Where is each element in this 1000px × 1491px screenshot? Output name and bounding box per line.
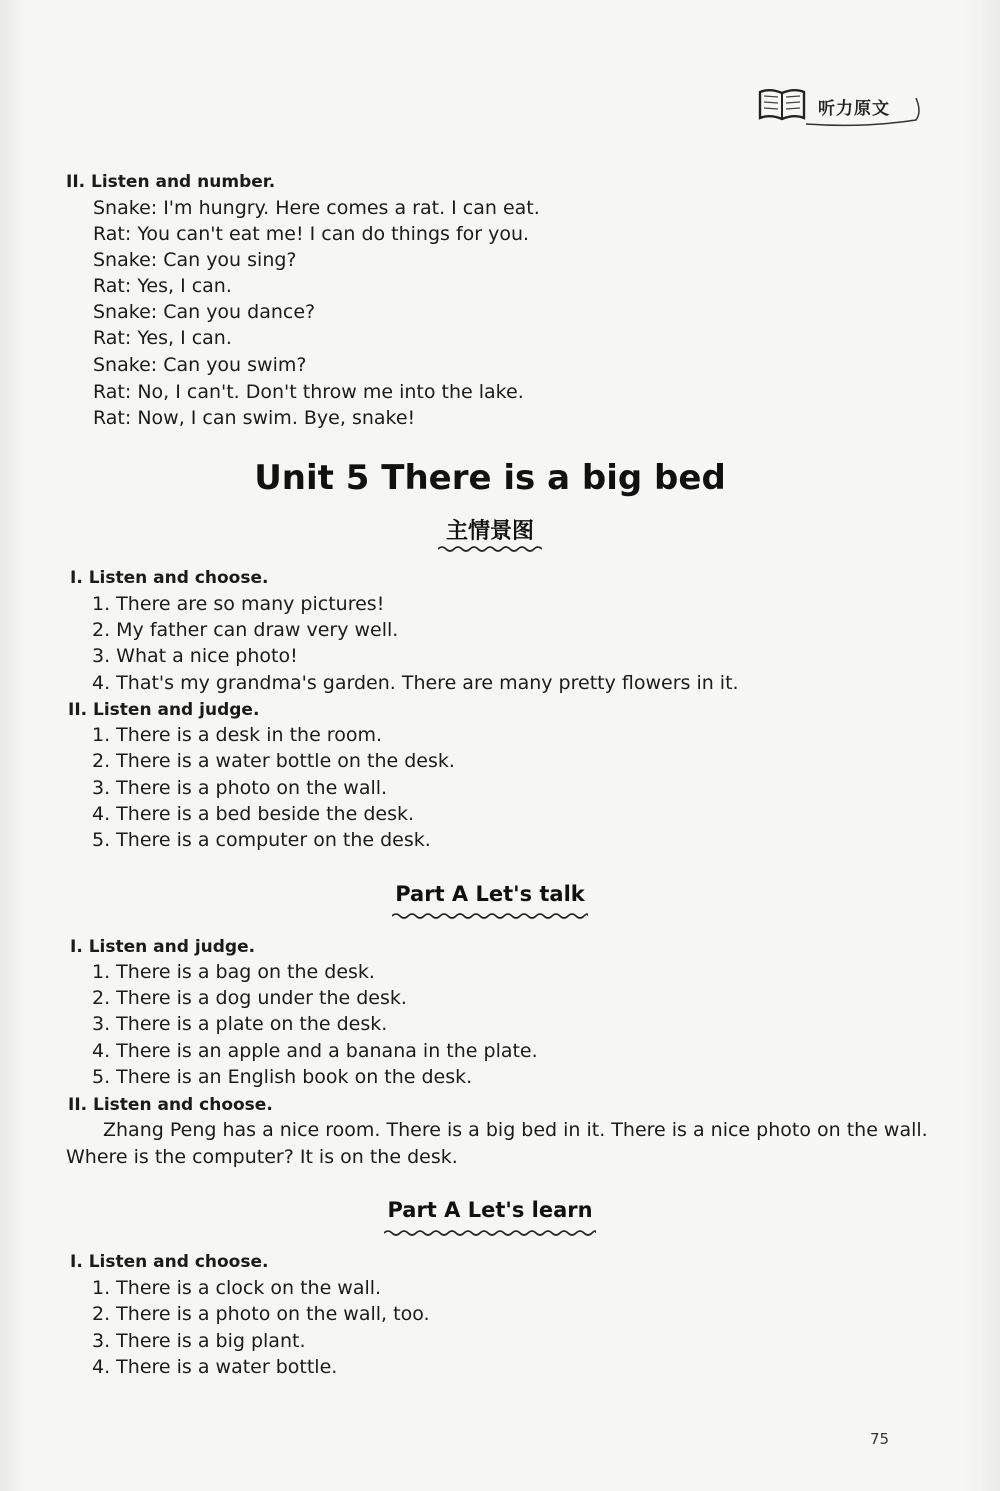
list-item: 2. There is a water bottle on the desk. <box>92 750 455 772</box>
dialogue-line: Rat: Now, I can swim. Bye, snake! <box>93 407 416 429</box>
section-heading: II. Listen and judge. <box>68 700 260 720</box>
dialogue-line: Snake: I'm hungry. Here comes a rat. I can eat. <box>93 197 540 219</box>
title-underline-wave <box>438 544 542 554</box>
list-item: 1. There is a bag on the desk. <box>92 961 375 983</box>
list-item: 5. There is a computer on the desk. <box>92 829 431 851</box>
dialogue-line: Rat: Yes, I can. <box>93 327 232 349</box>
title-underline-wave <box>392 911 588 921</box>
list-item: 3. There is a big plant. <box>92 1330 306 1352</box>
scene-title: 主情景图 <box>445 519 534 544</box>
list-item: 4. That's my grandma's garden. There are many pretty flowers in it. <box>92 672 739 694</box>
section-heading: I. Listen and choose. <box>70 1252 269 1272</box>
list-item: 3. There is a plate on the desk. <box>92 1013 388 1035</box>
list-item: 1. There is a clock on the wall. <box>92 1277 382 1299</box>
dialogue-line: Snake: Can you sing? <box>93 249 297 271</box>
dialogue-line: Rat: No, I can't. Don't throw me into the lake. <box>93 381 524 403</box>
dialogue-line: Snake: Can you dance? <box>93 301 316 323</box>
list-item: 4. There is a bed beside the desk. <box>92 803 415 825</box>
list-item: 1. There is a desk in the room. <box>92 724 382 746</box>
dialogue-line: Rat: Yes, I can. <box>93 275 232 297</box>
list-item: 4. There is a water bottle. <box>92 1356 338 1378</box>
title-underline-wave <box>384 1228 596 1238</box>
list-item: 5. There is an English book on the desk. <box>92 1066 473 1088</box>
section-heading: I. Listen and choose. <box>70 568 269 588</box>
list-item: 2. My father can draw very well. <box>92 619 399 641</box>
paragraph-line: Zhang Peng has a nice room. There is a big bed in it. There is a nice photo on the wall. <box>103 1119 928 1141</box>
badge-label: 听力原文 <box>818 99 890 119</box>
dialogue-line: Rat: You can't eat me! I can do things for you. <box>93 223 530 245</box>
paragraph-line: Where is the computer? It is on the desk. <box>66 1146 458 1168</box>
page-number: 75 <box>870 1430 890 1448</box>
list-item: 3. What a nice photo! <box>92 645 298 667</box>
list-item: 3. There is a photo on the wall. <box>92 777 388 799</box>
list-item: 4. There is an apple and a banana in the plate. <box>92 1040 538 1062</box>
listening-script-badge <box>752 84 922 128</box>
section-heading: II. Listen and choose. <box>68 1095 273 1115</box>
list-item: 2. There is a dog under the desk. <box>92 987 407 1009</box>
unit-title: Unit 5 There is a big bed <box>254 458 726 498</box>
list-item: 2. There is a photo on the wall, too. <box>92 1303 430 1325</box>
section-heading: II. Listen and number. <box>66 172 276 192</box>
book-icon <box>756 84 808 124</box>
part-title: Part A Let's learn <box>387 1198 593 1222</box>
part-title: Part A Let's talk <box>395 882 585 906</box>
list-item: 1. There are so many pictures! <box>92 593 385 615</box>
section-heading: I. Listen and judge. <box>70 937 256 957</box>
dialogue-line: Snake: Can you swim? <box>93 354 307 376</box>
